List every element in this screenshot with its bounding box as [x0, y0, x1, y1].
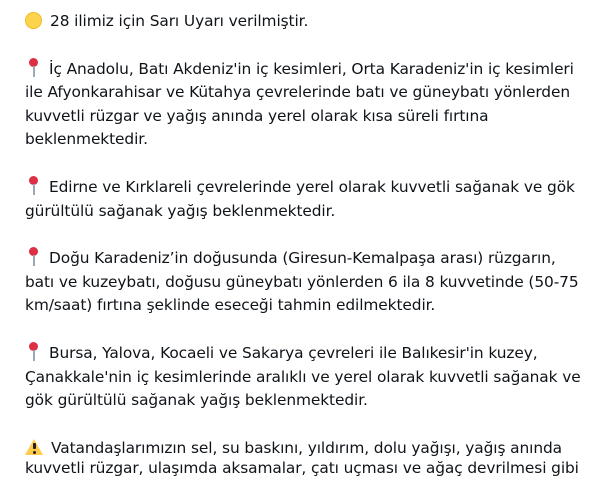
clipped-text-line — [25, 457, 585, 481]
alert-warning-text: Vatandaşlarımızın sel, su baskını, yıldırım, dolu yağışı, yağış anında — [51, 438, 562, 457]
clipped-line-text: kuvvetli rüzgar, ulaşımda aksamalar, çatı uçması ve ağaç devrilmesi gibi — [25, 459, 579, 477]
round-pushpin-icon — [28, 176, 39, 196]
alert-region-bursa — [25, 342, 585, 413]
alert-paragraph-text: Edirne ve Kırklareli çevrelerinde yerel olarak kuvvetli sağanak ve gök gürültülü sağanak yağış beklenmektedir. — [25, 177, 575, 220]
warning-icon — [25, 439, 43, 455]
alert-paragraph-text: Doğu Karadeniz’in doğusunda (Giresun-Kemalpaşa arası) rüzgarın, batı ve kuzeybatı, doğusu güneybatı yönlerden 6 ila 8 kuvvetinde (50-75 km/saat) fırtına şeklinde eseceği tahmin edilmektedir. — [25, 249, 579, 315]
alert-paragraph-text: Bursa, Yalova, Kocaeli ve Sakarya çevreleri ile Balıkesir'in kuzey, Çanakkale'nin iç kesimlerinde aralıklı ve yerel olarak kuvvetli sağanak ve gök gürültülü sağanak yağış beklenmektedir. — [25, 343, 581, 410]
alert-region-ic-anadolu — [25, 58, 585, 152]
tweet-text — [25, 10, 585, 460]
round-pushpin-icon — [28, 342, 39, 362]
alert-summary — [25, 10, 585, 34]
alert-summary-text: 28 ilimiz için Sarı Uyarı verilmiştir. — [50, 12, 309, 30]
yellow-circle-icon — [25, 12, 42, 29]
round-pushpin-icon — [28, 247, 39, 267]
alert-region-edirne — [25, 176, 585, 223]
alert-region-dogu-karadeniz — [25, 247, 585, 318]
alert-paragraph-text: İç Anadolu, Batı Akdeniz'in iç kesimleri, Orta Karadeniz'in iç kesimleri ile Afyonkarahisar ve Kütahya çevrelerinde batı ve güneybatı yönlerden kuvvetli rüzgar ve yağış anında yerel olarak kısa süreli fırtına beklenmektedir. — [25, 59, 574, 149]
round-pushpin-icon — [28, 58, 39, 78]
